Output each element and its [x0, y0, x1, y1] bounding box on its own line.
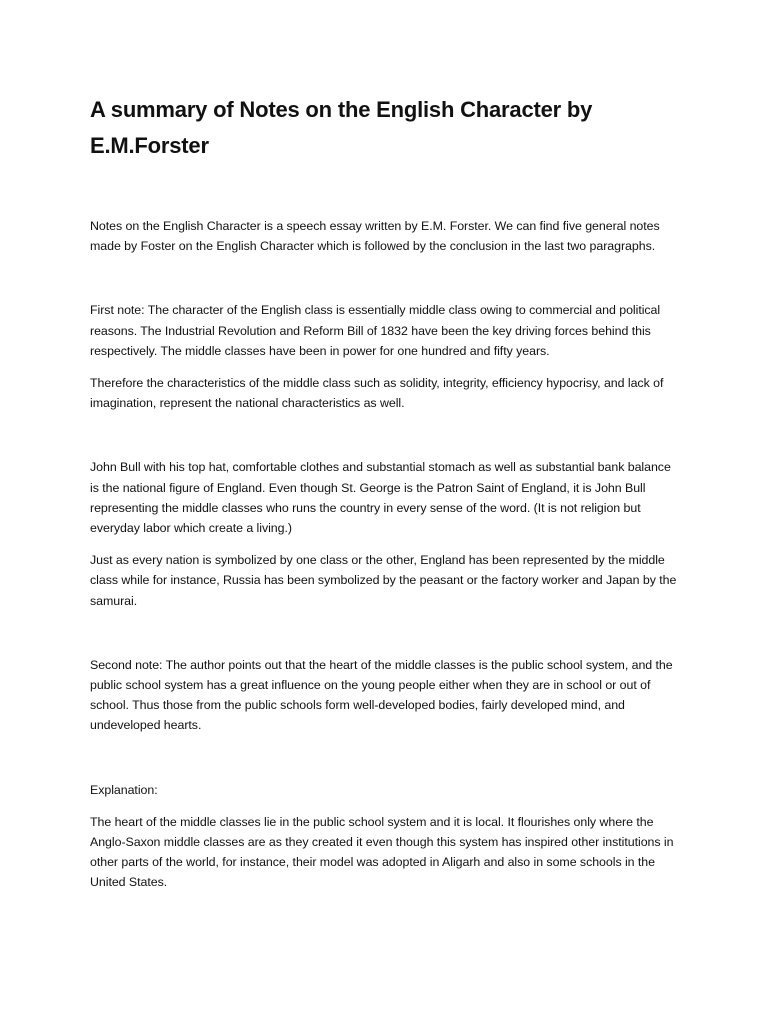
paragraph-first-note: First note: The character of the English class is essentially middle class owing to commercial and political reasons. The Industrial Revolution and Reform Bill of 1832 have been the key driving forces behind this respectively. The middle classes have been in power for one hundred and fifty years. — [90, 303, 661, 358]
paragraph-john-bull: John Bull with his top hat, comfortable clothes and substantial stomach as well as substantial bank balance is the national figure of England. Even though St. George is the Patron Saint of England, it is John Bull representing the middle classes who runs the country in every sense of the word. (It is not religion but everyday labor which create a living.) — [90, 460, 671, 536]
document-title: A summary of Notes on the English Character by E.M.Forster — [90, 97, 593, 158]
document-body — [90, 92, 682, 893]
paragraph-second-note: Second note: The author points out that the heart of the middle classes is the public school system, and the public school system has a great influence on the young people either when they are in school or out of school. Thus those from the public schools form well-developed bodies, fairly developed mind, and undeveloped hearts. — [90, 657, 673, 733]
paragraph-characteristics: Therefore the characteristics of the middle class such as solidity, integrity, efficiency hypocrisy, and lack of imagination, represent the national characteristics as well. — [90, 376, 664, 411]
paragraph-nation-symbol: Just as every nation is symbolized by one class or the other, England has been represented by the middle class while for instance, Russia has been symbolized by the peasant or the factory worker and Japan by the samurai. — [90, 553, 677, 608]
paragraph-explanation-label: Explanation: — [90, 782, 158, 797]
paragraph-explanation: The heart of the middle classes lie in the public school system and it is local. It flourishes only where the Anglo-Saxon middle classes are as they created it even though this system has inspired other institutions in other parts of the world, for instance, their model was adopted in Aligarh and also in some schools in the United States. — [90, 814, 674, 890]
paragraph-intro: Notes on the English Character is a speech essay written by E.M. Forster. We can find five general notes made by Foster on the English Character which is followed by the conclusion in the last two paragraphs. — [90, 219, 660, 254]
